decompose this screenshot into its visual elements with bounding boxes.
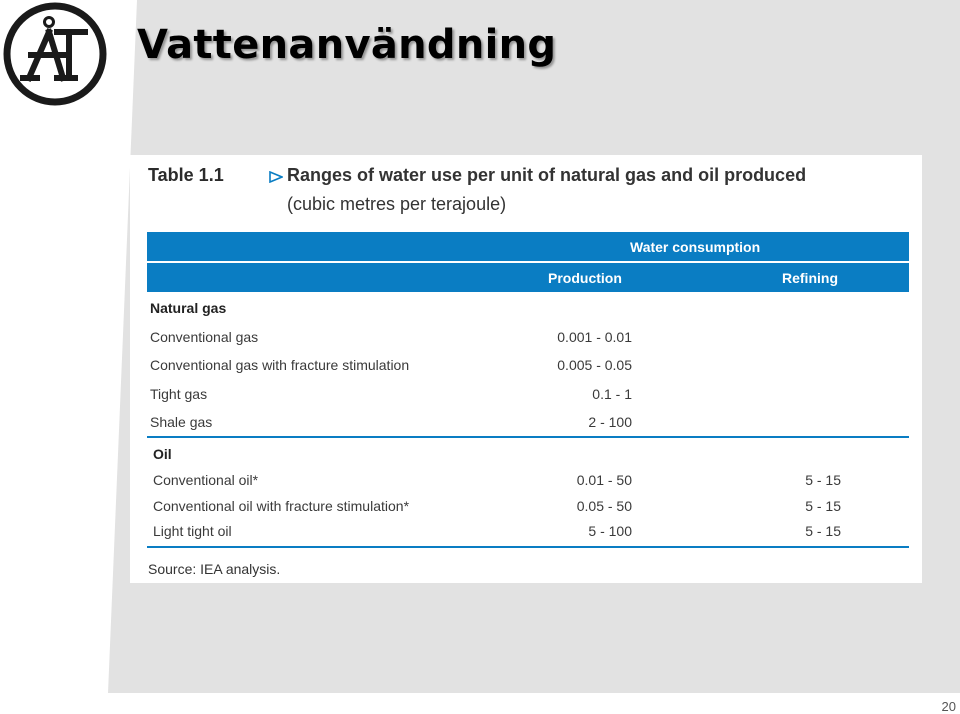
table-row — [150, 325, 909, 349]
table-source-note: Source: IEA analysis. — [148, 561, 281, 577]
row-label: Shale gas — [150, 414, 213, 430]
table-bottom-rule — [147, 546, 909, 548]
production-value: 5 - 100 — [588, 523, 632, 539]
section-divider — [147, 436, 909, 438]
header-band-group — [147, 232, 909, 261]
row-label: Light tight oil — [153, 523, 232, 539]
table-row — [150, 382, 909, 406]
table-row — [153, 494, 909, 518]
production-value: 0.05 - 50 — [576, 498, 632, 514]
refining-value: 5 - 15 — [805, 472, 841, 488]
row-label: Conventional oil* — [153, 472, 259, 488]
table-caption-line2: (cubic metres per terajoule) — [287, 194, 507, 214]
table-number: Table 1.1 — [148, 165, 224, 185]
table-row — [153, 519, 909, 543]
triangle-right-outline-icon — [269, 171, 283, 183]
table-caption-line1: Ranges of water use per unit of natural gas and oil produced — [287, 165, 807, 185]
column-header-refining: Refining — [782, 270, 838, 286]
slide-title: Vattenanvändning — [137, 22, 557, 68]
table-row — [153, 468, 909, 492]
refining-value: 5 - 15 — [805, 523, 841, 539]
production-value: 0.001 - 0.01 — [557, 329, 632, 345]
section-label: Oil — [153, 446, 172, 462]
header-band-columns — [147, 263, 909, 292]
section-header-natural-gas — [150, 296, 909, 320]
production-value: 2 - 100 — [588, 414, 632, 430]
row-label: Tight gas — [150, 386, 208, 402]
af-logo — [3, 2, 107, 106]
row-label: Conventional gas — [150, 329, 259, 345]
page-number: 20 — [941, 699, 956, 714]
group-header-water-consumption: Water consumption — [630, 239, 761, 255]
production-value: 0.005 - 0.05 — [557, 357, 632, 373]
refining-value: 5 - 15 — [805, 498, 841, 514]
column-header-production: Production — [548, 270, 622, 286]
row-label: Conventional oil with fracture stimulation* — [153, 498, 410, 514]
section-label: Natural gas — [150, 300, 227, 316]
table-row — [150, 353, 909, 377]
row-label: Conventional gas with fracture stimulation — [150, 357, 410, 373]
water-use-table — [130, 155, 922, 583]
section-header-oil — [153, 442, 909, 466]
production-value: 0.01 - 50 — [576, 472, 632, 488]
table-row — [150, 410, 909, 434]
production-value: 0.1 - 1 — [592, 386, 632, 402]
